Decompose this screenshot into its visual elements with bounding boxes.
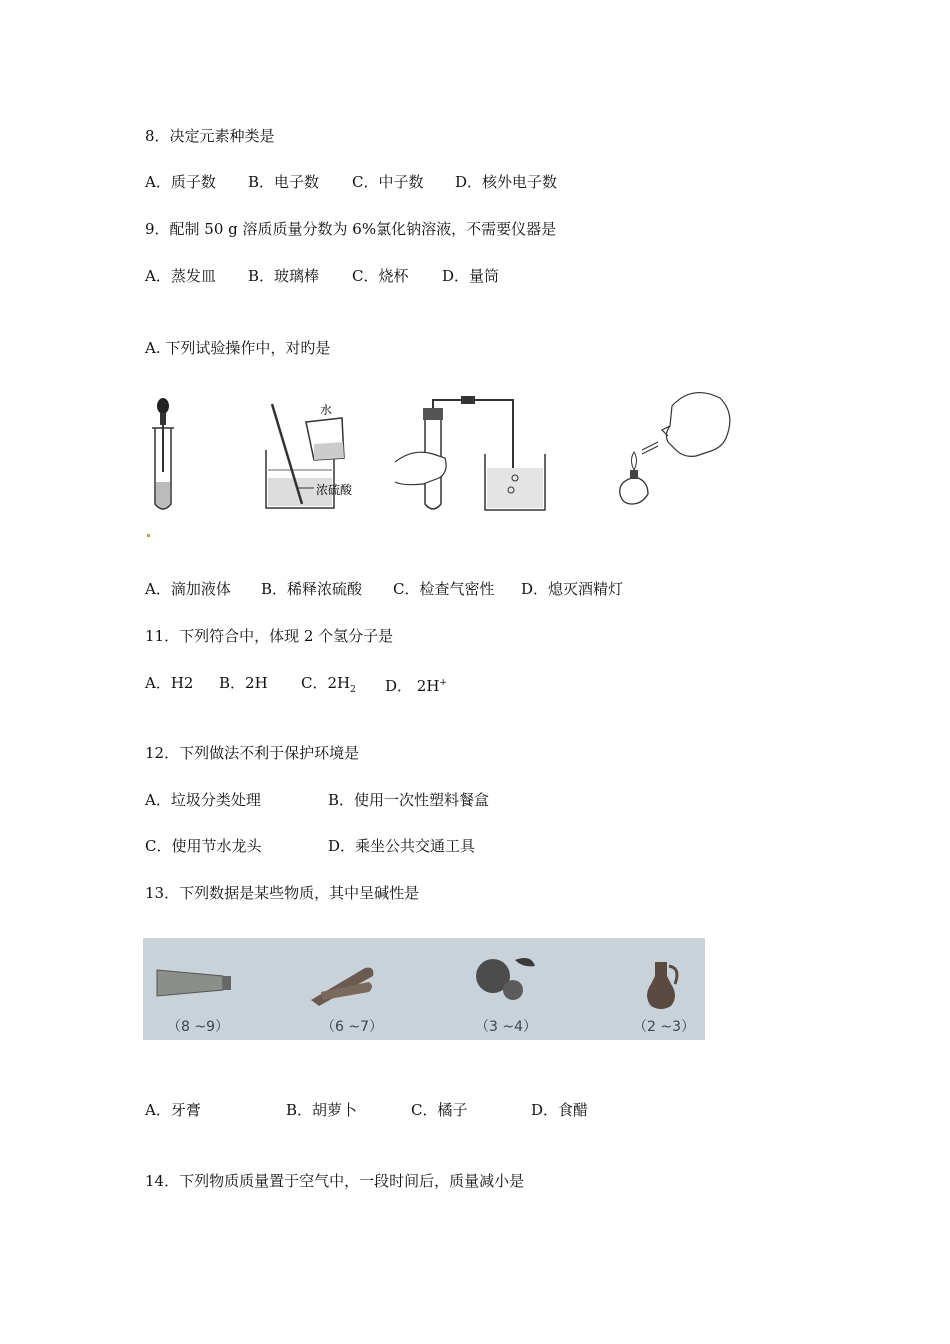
q12-option-a: A．垃圾分类处理 [145, 791, 261, 809]
airtightness-check-figure [393, 392, 553, 517]
ph-photo-strip [143, 938, 705, 1040]
question-14-stem: 14．下列物质质量置于空气中，一段时间后，质量减小是 [145, 1172, 525, 1190]
label-concentrated-acid: 浓硫酸 [316, 483, 353, 497]
label-water: 水 [320, 403, 333, 417]
ph-label-orange: （3 ~4） [475, 1019, 537, 1035]
stray-dot [147, 534, 150, 537]
q8-option-a: A．质子数 [145, 173, 216, 191]
extinguish-lamp-figure [612, 386, 742, 516]
q12-option-b: B．使用一次性塑料餐盒 [328, 791, 490, 809]
dilute-acid-figure [258, 400, 378, 515]
q13-option-b: B．胡萝卜 [286, 1101, 358, 1119]
question-8-stem: 8．决定元素种类是 [145, 127, 275, 145]
question-13-stem: 13．下列数据是某些物质，其中呈碱性是 [145, 884, 420, 902]
dropper-test-tube-figure [143, 392, 193, 517]
q11-option-d-superscript: + [439, 678, 447, 688]
q11-option-a: A．H2 [145, 674, 194, 692]
q9-option-c: C．烧杯 [352, 267, 409, 285]
q10-option-a: A．滴加液体 [145, 580, 231, 598]
q8-option-b: B．电子数 [248, 173, 320, 191]
q9-option-d: D．量筒 [442, 267, 500, 285]
q8-option-c: C．中子数 [352, 173, 424, 191]
q13-option-c: C．橘子 [411, 1101, 468, 1119]
q10-option-d: D．熄灭酒精灯 [521, 580, 624, 598]
q11-option-d [385, 673, 447, 696]
q11-option-c [301, 673, 356, 700]
q8-option-d: D．核外电子数 [455, 173, 558, 191]
q11-option-c-text: C．2H [301, 674, 351, 692]
q13-option-d: D．食醋 [531, 1101, 589, 1119]
ph-label-vinegar: （2 ~3） [633, 1019, 695, 1035]
q11-option-c-subscript: 2 [350, 685, 356, 695]
q11-option-b: B．2H [219, 674, 268, 692]
q12-option-d: D．乘坐公共交通工具 [328, 837, 476, 855]
question-11-stem: 11．下列符合中，体现 2 个氢分子是 [145, 627, 394, 645]
ph-label-carrot: （6 ~7） [321, 1019, 383, 1035]
q11-option-d-text: D． 2H [385, 677, 440, 695]
q10-option-c: C．检查气密性 [393, 580, 495, 598]
question-12-stem: 12．下列做法不利于保护环境是 [145, 744, 360, 762]
q12-option-c: C．使用节水龙头 [145, 837, 262, 855]
q10-option-b: B．稀释浓硫酸 [261, 580, 363, 598]
ph-label-toothpaste: （8 ~9） [167, 1019, 229, 1035]
q9-option-b: B．玻璃棒 [248, 267, 320, 285]
q13-option-a: A．牙膏 [145, 1101, 201, 1119]
question-9-stem: 9．配制 50 g 溶质质量分数为 6%氯化钠溶液，不需要仪器是 [145, 220, 557, 238]
q9-option-a: A．蒸发皿 [145, 267, 216, 285]
question-10-stem: A. 下列试验操作中，对旳是 [145, 339, 331, 357]
